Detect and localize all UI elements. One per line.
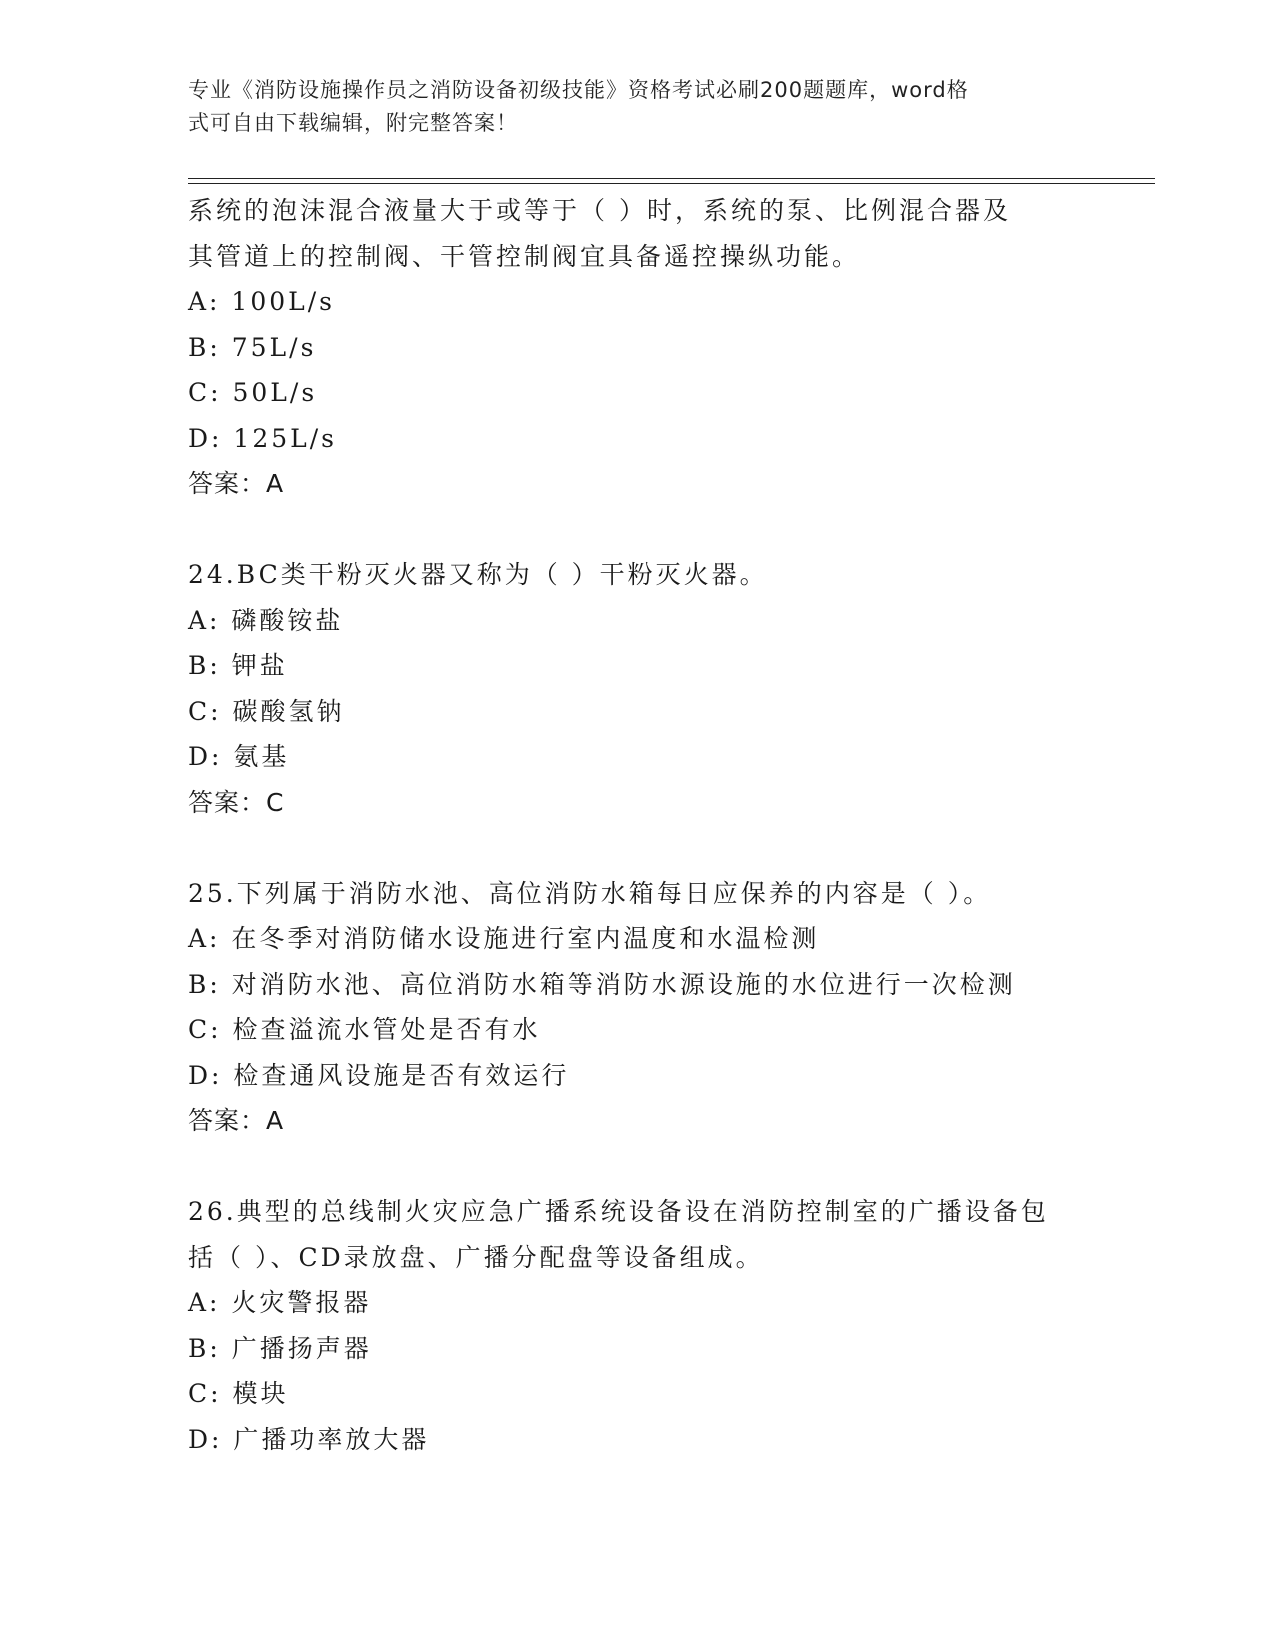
option-c: C: 检查溢流水管处是否有水 bbox=[188, 1015, 541, 1044]
question-stem: 25.下列属于消防水池、高位消防水箱每日应保养的内容是（ ）。 bbox=[188, 878, 992, 908]
option-b: B: 75L/s bbox=[188, 332, 317, 362]
option-a: A: 磷酸铵盐 bbox=[188, 605, 344, 635]
option-a: A: 在冬季对消防储水设施进行室内温度和水温检测 bbox=[188, 924, 820, 953]
option-d: D: 125L/s bbox=[188, 423, 337, 453]
question-stem: 其管道上的控制阀、干管控制阀宜具备遥控操纵功能。 bbox=[188, 241, 861, 271]
question-stem: 括（ ）、CD录放盘、广播分配盘等设备组成。 bbox=[188, 1242, 764, 1272]
option-c: C: 碳酸氢钠 bbox=[188, 696, 345, 726]
header-divider-bottom bbox=[188, 183, 1155, 184]
answer-text: 答案：C bbox=[188, 787, 285, 817]
question-gap bbox=[188, 507, 1088, 553]
answer-text: 答案：A bbox=[188, 469, 285, 498]
document-header bbox=[188, 74, 1068, 140]
question-24 bbox=[188, 552, 1088, 825]
option-b: B: 广播扬声器 bbox=[188, 1333, 372, 1363]
option-c: C: 模块 bbox=[188, 1379, 289, 1408]
option-d: D: 广播功率放大器 bbox=[188, 1424, 430, 1454]
header-line-1: 专业《消防设施操作员之消防设备初级技能》资格考试必刷200题题库，word格 bbox=[188, 78, 969, 102]
option-c: C: 50L/s bbox=[188, 378, 318, 407]
option-d: D: 检查通风设施是否有效运行 bbox=[188, 1060, 570, 1090]
option-b: B: 钾盐 bbox=[188, 651, 288, 680]
question-stem: 26.典型的总线制火灾应急广播系统设备设在消防控制室的广播设备包 bbox=[188, 1197, 1049, 1226]
question-25 bbox=[188, 871, 1088, 1144]
answer-text: 答案：A bbox=[188, 1106, 285, 1135]
question-gap bbox=[188, 1144, 1088, 1190]
question-26 bbox=[188, 1189, 1088, 1462]
header-line-2: 式可自由下载编辑，附完整答案！ bbox=[188, 111, 518, 135]
question-stem: 24.BC类干粉灭火器又称为（ ）干粉灭火器。 bbox=[188, 560, 768, 589]
option-b: B: 对消防水池、高位消防水箱等消防水源设施的水位进行一次检测 bbox=[188, 969, 1016, 999]
question-stem: 系统的泡沫混合液量大于或等于（ ）时，系统的泵、比例混合器及 bbox=[188, 196, 1011, 225]
question-23 bbox=[188, 188, 1088, 507]
question-gap bbox=[188, 825, 1088, 871]
option-d: D: 氨基 bbox=[188, 742, 290, 771]
option-a: A: 火灾警报器 bbox=[188, 1288, 372, 1317]
option-a: A: 100L/s bbox=[188, 287, 335, 316]
question-list bbox=[188, 188, 1088, 1462]
header-divider-top bbox=[188, 178, 1155, 179]
